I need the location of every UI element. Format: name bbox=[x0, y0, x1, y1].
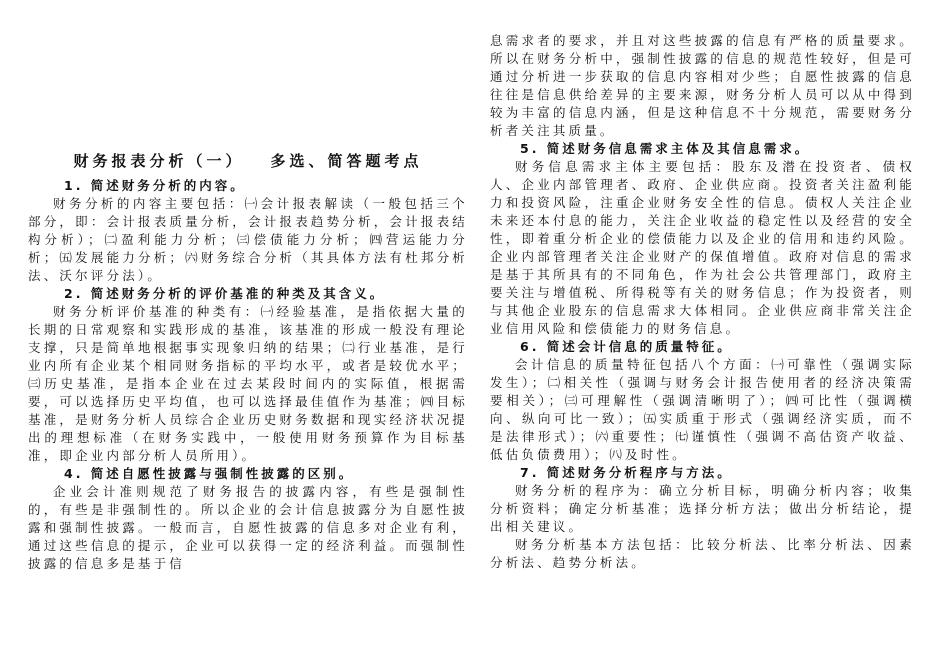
section-4-body: 企业会计准则规范了财务报告的披露内容，有些是强制性的，有些是非强制性的。所以企业的会计信息披露分为自愿性披露和强制性披露。一般而言，自愿性披露的信息多对企业有利，通过这些信息的提示，企业可以获得一定的经济利益。而强制性披露的信息多是基于信 bbox=[28, 484, 468, 571]
section-5-heading: 5. 简述财务信息需求主体及其信息需求。 bbox=[520, 141, 811, 156]
section-6-heading: 6. 简述会计信息的质量特征。 bbox=[520, 339, 733, 354]
right-column bbox=[490, 32, 915, 572]
section-4-body-continued: 息需求者的要求，并且对这些披露的信息有严格的质量要求。所以在财务分析中，强制性披露的信息的规范性较好，但是可通过分析进一步获取的信息内容相对少些；自愿性披露的信息往往是信息供给差异的主要来源，财务分析人员可以从中得到较为丰富的信息内涵，但是这种信息不十分规范，需要财务分析者关注其质量。 bbox=[490, 33, 915, 138]
title-part-1: 财务报表分析（一） bbox=[73, 152, 245, 170]
page-title bbox=[28, 150, 468, 171]
section-7-body-methods: 财务分析基本方法包括：比较分析法、比率分析法、因素分析法、趋势分析法。 bbox=[490, 537, 915, 570]
left-column bbox=[28, 150, 468, 573]
section-4-heading: 4. 简述自愿性披露与强制性披露的区别。 bbox=[64, 466, 355, 481]
title-part-2: 多选、简答题考点 bbox=[270, 152, 423, 170]
section-7-body-procedure: 财务分析的程序为：确立分析目标，明确分析内容；收集分析资料；确定分析基准；选择分析方法；做出分析结论，提出相关建议。 bbox=[490, 483, 915, 534]
section-2-heading: 2. 简述财务分析的评价基准的种类及其含义。 bbox=[64, 286, 386, 301]
section-6-body: 会计信息的质量特征包括八个方面：㈠可靠性（强调实际发生）；㈡相关性（强调与财务会计报告使用者的经济决策需要相关）；㈢可理解性（强调清晰明了）；㈣可比性（强调横向、纵向可比一致）；㈤实质重于形式（强调经济实质，而不是法律形式）；㈥重要性；㈦谨慎性（强调不高估资产收益、低估负债费用）；㈧及时性。 bbox=[490, 357, 915, 462]
section-5-body: 财务信息需求主体主要包括：股东及潜在投资者、债权人、企业内部管理者、政府、企业供应商。投资者关注盈利能力和投资风险，注重企业财务安全性的信息。债权人关注企业未来还本付息的能力，关注企业收益的稳定性以及经营的安全性，即着重分析企业的偿债能力以及企业的信用和违约风险。企业内部管理者关注企业财产的保值增值。政府对信息的需求是基于其所具有的不同角色，作为社会公共管理部门，政府主要关注与增值税、所得税等有关的财务信息；作为投资者，则与其他企业股东的信息需求大体相同。企业供应商非常关注企业信用风险和偿债能力的财务信息。 bbox=[490, 159, 915, 336]
section-1-body: 财务分析的内容主要包括：㈠会计报表解读（一般包括三个部分，即：会计报表质量分析，会计报表趋势分析，会计报表结构分析）；㈡盈利能力分析；㈢偿债能力分析；㈣营运能力分析；㈤发展能力分析；㈥财务综合分析（其具体方法有杜邦分析法、沃尔评分法）。 bbox=[28, 196, 468, 283]
section-2-body: 财务分析评价基准的种类有：㈠经验基准，是指依据大量的长期的日常观察和实践形成的基准，该基准的形成一般没有理论支撑，只是简单地根据事实现象归纳的结果；㈡行业基准，是行业内所有企业某个相同财务指标的平均水平，或者是较优水平；㈢历史基准，是指本企业在过去某段时间内的实际值，根据需要，可以选择历史平均值，也可以选择最佳值作为基准；㈣目标基准，是财务分析人员综合企业历史财务数据和现实经济状况提出的理想标准（在财务实践中，一般使用财务预算作为目标基准，即企业内部分析人员所用）。 bbox=[28, 304, 468, 463]
section-1-heading: 1. 简述财务分析的内容。 bbox=[64, 178, 246, 193]
section-7-heading: 7. 简述财务分析程序与方法。 bbox=[520, 465, 733, 480]
